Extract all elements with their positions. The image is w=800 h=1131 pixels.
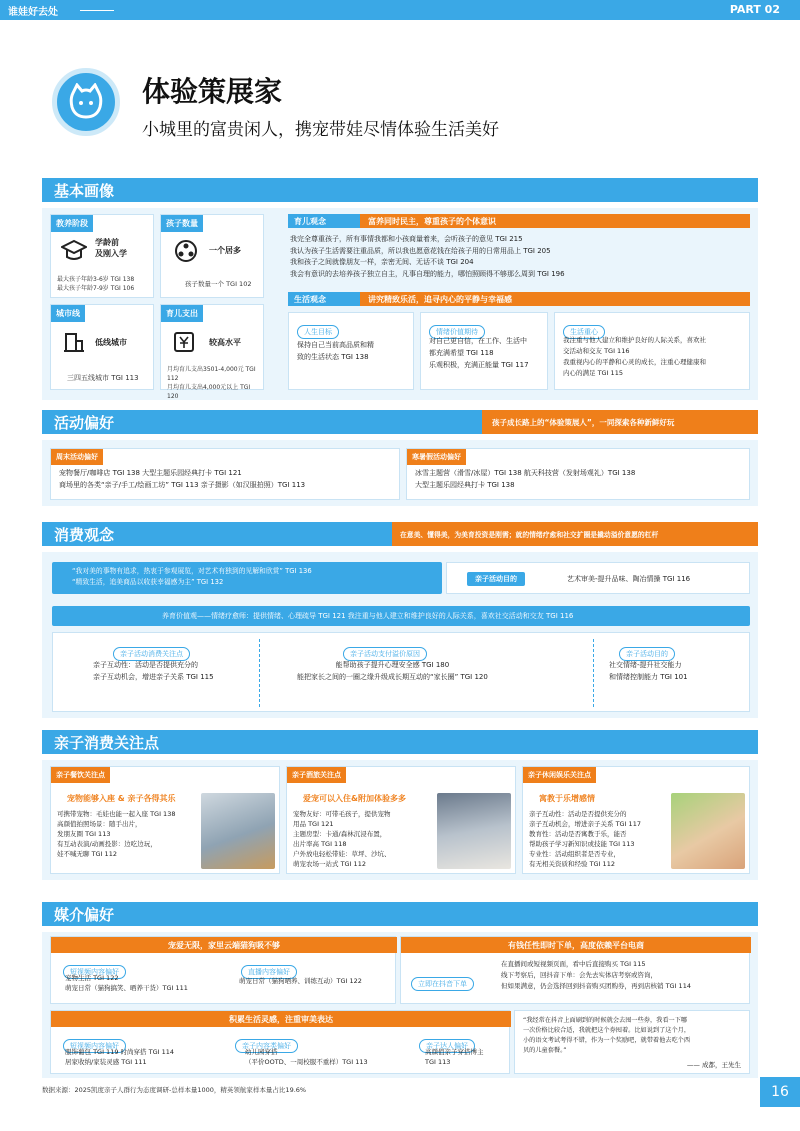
life-focus-line: 内心的满足 TGI 115 (563, 369, 623, 377)
media-section (42, 902, 758, 1078)
basic-section (42, 178, 758, 400)
section-header (42, 730, 758, 754)
weekend-line: 宠物餐厅/咖啡店 TGI 138 大型主题乐园经典打卡 TGI 121 (59, 469, 242, 477)
leisure-bullet: 教育性：活动是否寓教于乐，能否 (529, 830, 627, 838)
consume-c2-chip (343, 641, 427, 661)
hotel-bullet: 用品 TGI 121 (293, 820, 334, 828)
life-goal-text (297, 339, 374, 363)
activity-tag: 孩子成长路上的“体验策展人”，一同探索各种新鲜好玩 (482, 410, 758, 434)
section-header (42, 178, 758, 202)
money-icon (173, 331, 195, 357)
consume-section (42, 522, 758, 718)
chip-label: 亲子内容类偏好 (235, 1039, 298, 1053)
card-title: 亲子餐饮关注点 (51, 767, 110, 783)
edu-value (95, 237, 127, 259)
section-title: 亲子消费关注点 (54, 734, 160, 752)
parenting-line: 我完全尊重孩子，所有事情我都和小孩商量着来，会听孩子的意见 TGI 215 (290, 235, 523, 243)
chip-label: 亲子达人偏好 (419, 1039, 475, 1053)
chip-label: 短视频内容偏好 (63, 1039, 126, 1053)
chip-label: 情绪价值期待 (429, 325, 485, 339)
focus-section (42, 730, 758, 880)
section-title: 基本画像 (54, 182, 115, 200)
card-title: 亲子休闲娱乐关注点 (523, 767, 596, 783)
chip-label: 亲子活动支付溢价原因 (343, 647, 427, 661)
leisure-bullet: 专业性：活动组织者是否专业， (529, 850, 620, 858)
people-icon (173, 239, 199, 267)
life-value-line: 对自己更自信，在工作、生活中 (429, 337, 527, 345)
media-b3-text2 (245, 1047, 368, 1067)
value-banner (52, 606, 750, 626)
spend-notes (167, 365, 263, 401)
quote-line: 贝的儿童套餐。” (523, 1047, 567, 1054)
brand-name: 谁娃好去处 (8, 7, 58, 18)
edu-note: 最大孩子年龄7-9岁 TGI 106 (57, 285, 135, 292)
media-b1-text2: 萌宠日常（猫狗晒养、训练互动）TGI 122 (239, 977, 362, 985)
value-banner-text: 养育价值观——情绪疗愈师：提供情绪、心理疏导 TGI 121 我注重与他人建立和维护良好的人际关系，喜欢社交活动和交友 TGI 116 (162, 612, 574, 620)
edu-note: 最大孩子年龄3-6岁 TGI 138 (57, 276, 135, 283)
parenting-line: 我会有意识的去培养孩子独立自主，凡事自理的能力，哪怕照顾得不够那么周到 TGI 196 (290, 269, 565, 278)
divider (259, 639, 260, 707)
chip-label: 亲子活动目的 (619, 647, 675, 661)
media-line: 高颜值亲子穿搭博主 (425, 1048, 484, 1056)
page-subtitle: 小城里的富贵闲人，携宠带娃尽情体验生活美好 (142, 120, 499, 140)
media-b3-text1 (65, 1047, 174, 1067)
aesthetic-quote-box (52, 562, 442, 594)
spend-note: 月均育儿支出4,000元以上 TGI 120 (167, 384, 251, 400)
media-b2-text (501, 959, 691, 992)
building-icon (63, 331, 85, 357)
section-header (42, 902, 758, 926)
divider (593, 639, 594, 707)
quote-line: “我经常在抖音上面刷到的时候就会去囤一些券，我看一下哪 (523, 1017, 688, 1024)
life-value-text (429, 335, 529, 371)
city-note: 三四五线城市 TGI 113 (67, 374, 139, 382)
purpose-text: 艺术审美-提升品味、陶冶情操 TGI 116 (567, 575, 691, 583)
life-focus-card (554, 312, 750, 390)
leisure-bullet: 帮助孩子学习新知识或技能 TGI 113 (529, 840, 635, 848)
edu-card (50, 214, 154, 298)
chip-label: 亲子活动消费关注点 (113, 647, 190, 661)
spend-note: 月均育儿支出3501-4,000元 TGI 112 (167, 366, 256, 382)
consume-c3-chip (619, 641, 675, 661)
hotel-bullets (293, 809, 391, 869)
chip-label: 短视频内容偏好 (63, 965, 126, 979)
quote-line: 小的语文考试考得不错，作为一个奖励吧，就带着他去吃个西 (523, 1037, 691, 1044)
consume-line: 和情绪控制能力 TGI 101 (609, 673, 688, 681)
life-focus-line: 我重视内心的平静和心灵的成长，注重心理健康和 (563, 358, 706, 366)
leisure-card (522, 766, 750, 874)
card-title: 城市线 (51, 305, 85, 322)
parenting-tag: 富养同时民主，尊重孩子的个体意识 (360, 214, 750, 228)
hotel-bullet: 出片率高 TGI 118 (293, 840, 347, 848)
leisure-headline: 寓教于乐增感情 (539, 794, 595, 803)
dine-bullet: 发朋友圈 TGI 113 (57, 830, 111, 838)
graduation-cap-icon (61, 239, 87, 265)
dine-card (50, 766, 280, 874)
child-dog-photo (437, 793, 511, 869)
activity-purpose-card (446, 562, 750, 594)
consume-c1-chip (113, 641, 190, 661)
media-b3-title: 积累生活灵感，注重审美表达 (51, 1011, 511, 1027)
kids-value: 一个居多 (209, 246, 241, 255)
media-line: 在直播间或短视频页面，看中后直接购买 TGI 115 (501, 960, 646, 968)
chip-label: 立即在抖音下单 (411, 977, 474, 991)
media-line: TGI 113 (425, 1058, 451, 1066)
consume-line: 亲子互动机会，增进亲子关系 TGI 115 (93, 673, 214, 681)
activity-section (42, 410, 758, 506)
leisure-bullet: 有无相关资质和经验 TGI 112 (529, 860, 615, 868)
life-goal-chip (297, 319, 339, 339)
parenting-line: 我认为孩子生活需要注重品质，所以我也愿意花钱在给孩子用的日常用品上 TGI 205 (290, 246, 551, 255)
spend-card (160, 304, 264, 400)
card-title: 育儿支出 (161, 305, 203, 322)
edu-notes (57, 275, 134, 293)
city-card (50, 304, 154, 390)
section-title: 消费观念 (54, 526, 115, 544)
mother-child-photo (671, 793, 745, 869)
hotel-card (286, 766, 516, 874)
parenting-block (270, 214, 750, 284)
quote-line: 一次价格比较合适，我就把这个券囤着。比如说到了这个月， (523, 1027, 691, 1034)
consume-c1-text (93, 659, 214, 683)
weekend-line: 商场里的各类“亲子/手工/绘画工坊” TGI 113 亲子摄影（如汉服拍照）TGI 113 (59, 481, 306, 489)
chip-label: 生活重心 (563, 325, 605, 339)
life-goal-card (288, 312, 414, 390)
media-quote (523, 1016, 690, 1056)
dine-bullets (57, 809, 175, 859)
media-line: 居家收纳/家装灵感 TGI 111 (65, 1058, 147, 1066)
media-b2-card (400, 936, 750, 1004)
life-focus-line: 交活动和交友 TGI 116 (563, 347, 630, 355)
dine-bullet: 有互动表演/动画投影：边吃边玩， (57, 840, 157, 848)
holiday-line: 大型主题乐园经典打卡 TGI 138 (415, 481, 515, 489)
media-line: 幼儿园穿搭 (245, 1048, 278, 1056)
life-value-line: 都充满希望 TGI 118 (429, 349, 494, 357)
dine-bullet: 高颜值拍照场景：随手出片， (57, 820, 142, 828)
leisure-bullet: 亲子互动机会，增进亲子关系 TGI 117 (529, 820, 641, 828)
card-title: 教养阶段 (51, 215, 93, 232)
consume-line: 能把家长之间的一圈之缘升级成长期互动的“家长圈” TGI 120 (297, 673, 488, 681)
page-number: 16 (760, 1077, 800, 1107)
kids-note: 孩子数量一个 TGI 102 (185, 280, 252, 288)
hotel-bullet: 萌宠农场一站式 TGI 112 (293, 860, 366, 868)
holiday-line: 冰雪主题营（滑雪/冰屋）TGI 138 航天科技营（发射场观礼）TGI 138 (415, 469, 636, 477)
life-focus-line: 我注重与他人建立和维护良好的人际关系，喜欢社 (563, 336, 706, 344)
hotel-headline: 爱宠可以入住&附加体验多多 (303, 794, 406, 803)
dine-bullet: 可携带宠物：毛娃也能一起入座 TGI 138 (57, 810, 176, 818)
brand-divider (80, 10, 114, 11)
quote-line: “我对美的事物有追求，热衷于参观展览，对艺术有独到的见解和欣赏” TGI 136 (72, 567, 312, 575)
hotel-bullet: 户外放电轻松带娃：草坪、沙坑、 (293, 850, 391, 858)
media-b1-text1 (65, 973, 188, 993)
media-line: 但如果满意，仍会选择回到抖音购买团购券，再到店核销 TGI 114 (501, 982, 691, 990)
hotel-bullet: 宠物友好：可带毛孩子，提供宠物 (293, 810, 391, 818)
chip-label: 人生目标 (297, 325, 339, 339)
chip-label: 直播内容偏好 (241, 965, 297, 979)
consume-line: 社交情绪-提升社交能力 (609, 661, 682, 669)
card-title: 亲子酒旅关注点 (287, 767, 346, 783)
life-tag: 讲究精致乐活，追寻内心的平静与幸福感 (360, 292, 750, 306)
media-line: 线下考察后，回抖音下单：会先去实体店考察或咨询， (501, 971, 657, 979)
parenting-title: 育儿观念 (288, 214, 360, 228)
dine-headline: 宠物能够入座 & 亲子各得其乐 (67, 794, 176, 803)
life-title: 生活观念 (288, 292, 360, 306)
card-title: 孩子数量 (161, 215, 203, 232)
quote-line: “精致生活，追美商品以收获幸福感为主” TGI 132 (72, 578, 224, 586)
media-b3-card (50, 1010, 510, 1074)
leisure-bullets (529, 809, 641, 869)
weekend-text (59, 467, 305, 491)
media-b2-chip (411, 971, 474, 991)
dine-bullet: 娃不喊无聊 TGI 112 (57, 850, 117, 858)
aesthetic-quotes (72, 566, 312, 588)
spend-value: 较高水平 (209, 338, 241, 347)
card-title: 周末活动偏好 (51, 449, 103, 465)
media-line: 萌宠日常（猫狗搞笑、晒养干货）TGI 111 (65, 984, 188, 992)
data-source: 数据来源：2025凯度亲子人群行为态度调研-总样本量1000，精英领航家样本量占比19.6% (42, 1086, 307, 1094)
consume-detail-card (52, 632, 750, 712)
media-b1-card (50, 936, 396, 1004)
purpose-label: 亲子活动目的 (467, 572, 525, 586)
media-line: 宠物生活 TGI 122 (65, 974, 119, 982)
kids-card (160, 214, 264, 298)
consume-line: 亲子互动性：活动是否提供充分的 (93, 661, 198, 669)
page-title: 体验策展家 (142, 75, 283, 108)
parenting-line: 我和孩子之间就像朋友一样，亲密无间、无话不谈 TGI 204 (290, 258, 474, 266)
section-title: 媒介偏好 (54, 906, 115, 924)
media-b1-title: 宠爱无限，家里云端猫狗吸不够 (51, 937, 397, 953)
life-goal-line: 保持自己当前高品质和精 (297, 341, 374, 349)
leisure-bullet: 亲子互动性：活动是否提供充分的 (529, 810, 627, 818)
consume-tag: 在意美、懂得美，为美育投资是刚需；就的情绪疗愈和社交扩圈是撬动溢价意愿的杠杆 (392, 522, 758, 546)
life-goal-line: 致的生活状态 TGI 138 (297, 353, 369, 361)
media-b3-text3 (425, 1047, 484, 1067)
edu-value-line1: 学龄前 (95, 238, 119, 247)
life-value-card (420, 312, 548, 390)
media-line: （平价OOTD、一周校服不重样）TGI 113 (245, 1058, 368, 1066)
edu-value-line2: 及刚入学 (95, 249, 127, 258)
part-label: PART 02 (729, 3, 780, 16)
holiday-card (406, 448, 750, 500)
consume-line: 能帮助孩子提升心理安全感 TGI 180 (335, 661, 450, 669)
cat-face-icon (52, 68, 120, 136)
city-value: 低线城市 (95, 338, 127, 347)
media-quote-card (514, 1010, 750, 1074)
holiday-text (415, 467, 635, 491)
consume-c2-text (297, 659, 488, 683)
section-title: 活动偏好 (54, 414, 115, 432)
media-b2-title: 有钱任性即时下单，高度依赖平台电商 (401, 937, 751, 953)
card-title: 寒暑假活动偏好 (407, 449, 466, 465)
hotel-bullet: 主题房型：卡通/森林沉浸布置， (293, 830, 387, 838)
life-value-line: 乐观积极，充满正能量 TGI 117 (429, 361, 529, 369)
media-line: 服饰葡包 TGI 119 时尚穿搭 TGI 114 (65, 1048, 174, 1056)
life-focus-text (563, 335, 706, 379)
consume-c3-text (609, 659, 688, 683)
weekend-card (50, 448, 400, 500)
parenting-lines (290, 234, 565, 280)
top-bar (0, 0, 800, 20)
mall-dog-photo (201, 793, 275, 869)
quote-author: —— 成都，王先生 (686, 1061, 741, 1069)
